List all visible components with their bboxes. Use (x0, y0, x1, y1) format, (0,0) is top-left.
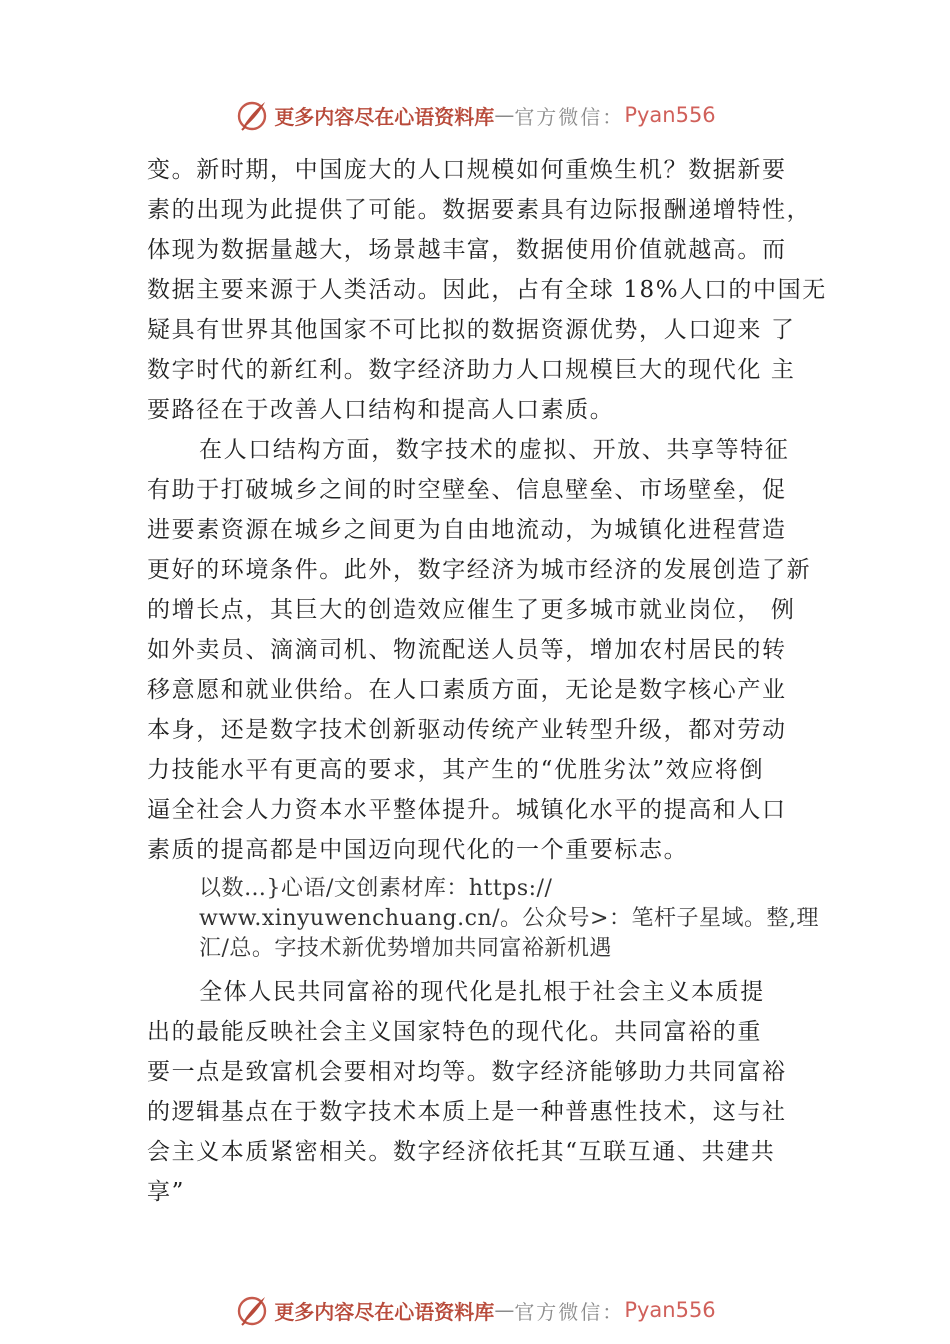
text-line: 要路径在于改善人口结构和提高人口素质。 (147, 397, 615, 423)
text-line: 更好的环境条件。此外，数字经济为城市经济的发展创造了新 (147, 557, 812, 583)
banner-title: 更多内容尽在心语资料库 (274, 104, 495, 129)
watermark-block (147, 874, 837, 964)
watermark-line: 以数…}心语/文创素材库：https:// (199, 876, 553, 901)
text-line: 移意愿和就业供给。在人口素质方面，无论是数字核心产业 (147, 677, 787, 703)
banner-wechat-label: 官方微信： (514, 1299, 625, 1324)
text-line: 疑具有世界其他国家不可比拟的数据资源优势，人口迎来 了 (147, 317, 796, 343)
text-line: 数据主要来源于人类活动。因此，占有全球 18%人口的中国无 (147, 277, 827, 303)
text-line: 力技能水平有更高的要求，其产生的“优胜劣汰”效应将倒 (147, 757, 765, 783)
text-line: 进要素资源在城乡之间更为自由地流动，为城镇化进程营造 (147, 517, 787, 543)
text-line: 如外卖员、滴滴司机、物流配送人员等，增加农村居民的转 (147, 637, 787, 663)
text-line: 数字时代的新红利。数字经济助力人口规模巨大的现代化 主 (147, 357, 796, 383)
banner-dash: — (494, 1298, 515, 1322)
text-line: 逼全社会人力资本水平整体提升。城镇化水平的提高和人口 (147, 797, 787, 823)
text-line: 素质的提高都是中国迈向现代化的一个重要标志。 (147, 837, 689, 863)
text-line: 享” (147, 1179, 185, 1205)
banner-wechat-id: Pyan556 (624, 1298, 716, 1322)
quill-pen-logo-icon (234, 1292, 270, 1328)
banner-wechat-id: Pyan556 (624, 103, 716, 127)
banner-title: 更多内容尽在心语资料库 (274, 1299, 495, 1324)
paragraph-2 (147, 430, 837, 870)
section-heading: 汇/总。字技术新优势增加共同富裕新机遇 (199, 936, 612, 961)
text-line: 全体人民共同富裕的现代化是扎根于社会主义本质提 (199, 979, 765, 1005)
text-line: 素的出现为此提供了可能。数据要素具有边际报酬递增特性， (147, 197, 812, 223)
text-line: 本身，还是数字技术创新驱动传统产业转型升级，都对劳动 (147, 717, 787, 743)
text-line: 会主义本质紧密相关。数字经济依托其“互联互通、共建共 (147, 1139, 776, 1165)
text-line: 要一点是致富机会要相对均等。数字经济能够助力共同富裕 (147, 1059, 787, 1085)
header-banner (0, 95, 950, 135)
text-line: 出的最能反映社会主义国家特色的现代化。共同富裕的重 (147, 1019, 762, 1045)
text-line: 在人口结构方面，数字技术的虚拟、开放、共享等特征 (199, 437, 790, 463)
text-line: 的逻辑基点在于数字技术本质上是一种普惠性技术，这与社 (147, 1099, 787, 1125)
paragraph-3 (147, 972, 837, 1212)
watermark-line: www.xinyuwenchuang.cn/。公众号>：笔杆子星域。整,理 (199, 906, 819, 931)
footer-banner (0, 1290, 950, 1330)
paragraph-1 (147, 150, 837, 430)
quill-pen-logo-icon (234, 97, 270, 133)
banner-wechat-label: 官方微信： (514, 104, 625, 129)
text-line: 体现为数据量越大，场景越丰富，数据使用价值就越高。而 (147, 237, 787, 263)
text-line: 变。新时期，中国庞大的人口规模如何重焕生机？数据新要 (147, 157, 787, 183)
document-body (147, 150, 837, 1212)
text-line: 的增长点，其巨大的创造效应催生了更多城市就业岗位， 例 (147, 597, 796, 623)
text-line: 有助于打破城乡之间的时空壁垒、信息壁垒、市场壁垒，促 (147, 477, 787, 503)
banner-dash: — (494, 103, 515, 127)
